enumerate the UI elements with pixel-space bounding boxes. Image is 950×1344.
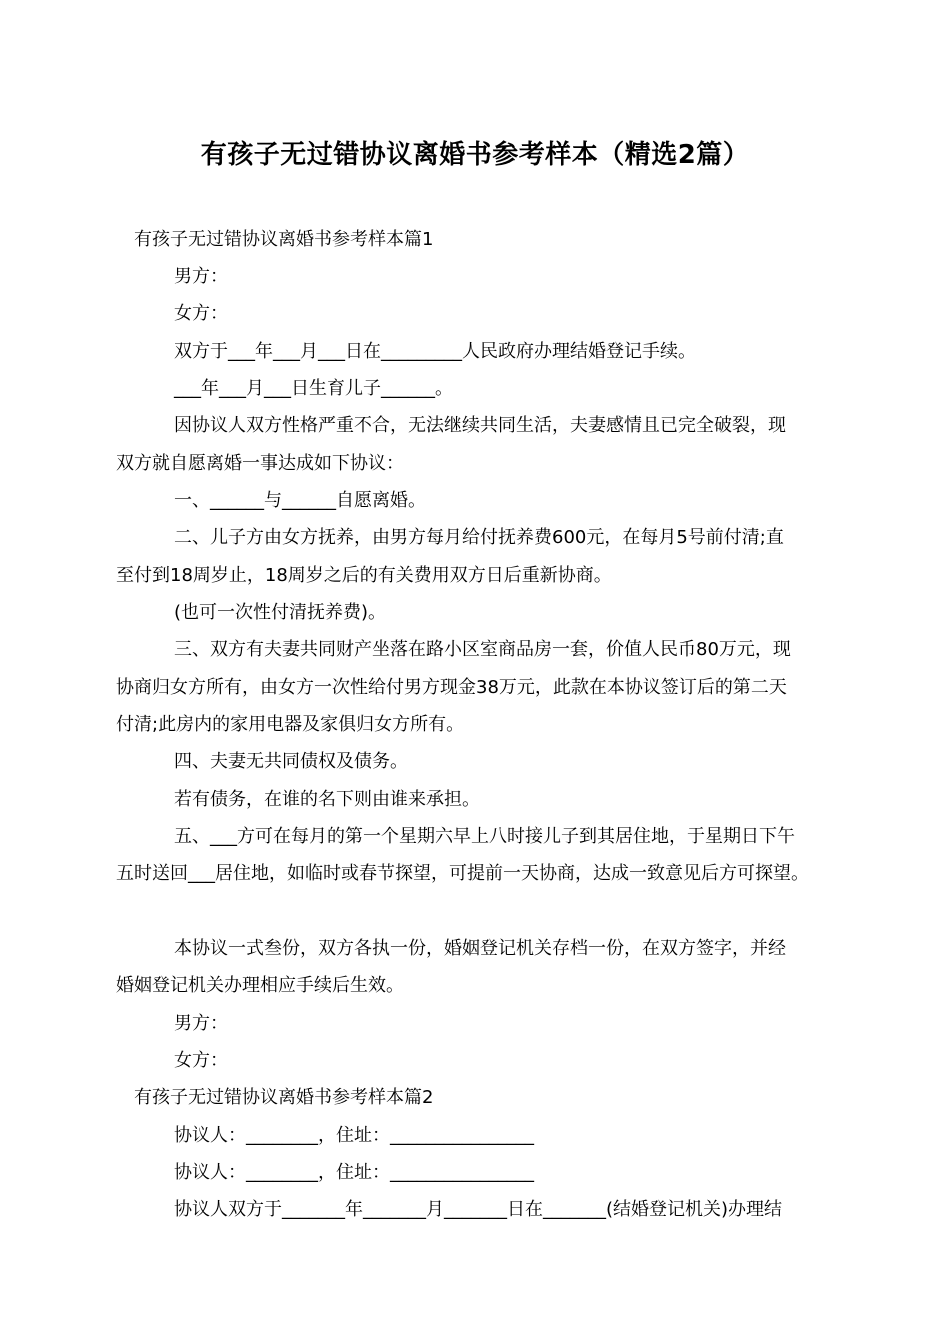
clause-1: 一、______与______自愿离婚。: [174, 490, 426, 511]
male-signature-label: 男方：: [174, 1013, 228, 1034]
section-heading-2: 有孩子无过错协议离婚书参考样本篇2: [134, 1087, 434, 1108]
paragraph-line: 因协议人双方性格严重不合，无法继续共同生活，夫妻感情且已完全破裂，现: [174, 415, 786, 436]
female-signature-label: 女方：: [174, 1050, 228, 1071]
clause-4: 四、夫妻无共同债权及债务。: [174, 751, 408, 772]
marriage-registration-line: 双方于___年___月___日在_________人民政府办理结婚登记手续。: [174, 341, 696, 362]
clause-4-note: 若有债务，在谁的名下则由谁来承担。: [174, 789, 480, 810]
male-party-label: 男方：: [174, 266, 228, 287]
paragraph-line: 双方就自愿离婚一事达成如下协议：: [116, 453, 404, 474]
clause-5: 五、___方可在每月的第一个星期六早上八时接儿子到其居住地，于星期日下午: [174, 826, 795, 847]
female-party-label: 女方：: [174, 303, 228, 324]
clause-5-continued: 五时送回___居住地，如临时或春节探望，可提前一天协商，达成一致意见后方可探望。: [116, 863, 809, 884]
party-address-line: 协议人：________，住址：________________: [174, 1125, 534, 1146]
clause-2-note: (也可一次性付清抚养费)。: [174, 602, 387, 623]
section-heading-1: 有孩子无过错协议离婚书参考样本篇1: [134, 229, 434, 250]
clause-3-continued: 付清;此房内的家用电器及家俱归女方所有。: [116, 714, 465, 735]
marriage-registration-line-2: 协议人双方于_______年_______月_______日在_______(结婚登记机关)办理结: [174, 1199, 783, 1220]
clause-3-continued: 协商归女方所有，由女方一次性给付男方现金38万元，此款在本协议签订后的第二天: [116, 677, 787, 698]
clause-2: 二、儿子方由女方抚养，由男方每月给付抚养费600元，在每月5号前付清;直: [174, 527, 784, 548]
party-address-line: 协议人：________，住址：________________: [174, 1162, 534, 1183]
agreement-copies-continued: 婚姻登记机关办理相应手续后生效。: [116, 975, 404, 996]
document-title: 有孩子无过错协议离婚书参考样本（精选2篇）: [200, 140, 750, 170]
clause-2-continued: 至付到18周岁止，18周岁之后的有关费用双方日后重新协商。: [116, 565, 612, 586]
child-birth-line: ___年___月___日生育儿子______。: [174, 378, 453, 399]
agreement-copies-line: 本协议一式叁份，双方各执一份，婚姻登记机关存档一份，在双方签字，并经: [174, 938, 786, 959]
clause-3: 三、双方有夫妻共同财产坐落在路小区室商品房一套，价值人民币80万元，现: [174, 639, 791, 660]
